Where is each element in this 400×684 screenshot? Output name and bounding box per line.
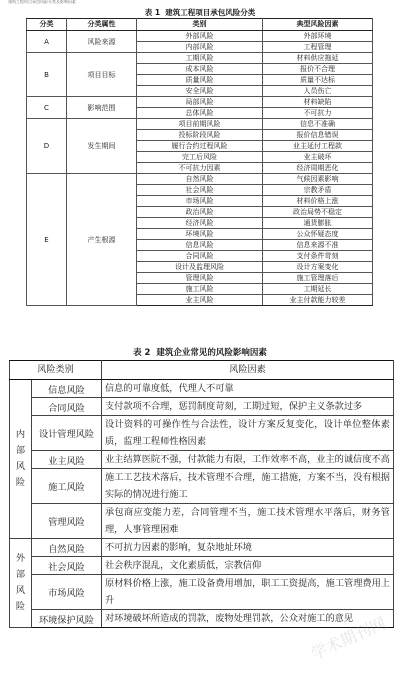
table2-factor-cell: 原材料价格上涨，施工设备费用增加，职工工资提高，施工管理费用上升	[102, 575, 394, 610]
table1-factor-cell: 通货膨胀	[263, 218, 373, 229]
table2-category-char: 风	[15, 461, 26, 472]
table1-factor-cell: 材料供应拖延	[263, 53, 373, 64]
table1-category-cell: 完工后风险	[137, 152, 263, 163]
table2-row	[10, 610, 394, 628]
table1-row	[27, 53, 373, 64]
table1-category-cell: 管理风险	[137, 273, 263, 284]
table2-factor-cell: 信息的可靠度低，代理人不可靠	[102, 380, 394, 398]
table1-attr-cell: 发生期间	[67, 119, 137, 174]
table2-caption-title: 建筑企业常见的风险影响因素	[156, 348, 267, 358]
table2-category-char: 内	[15, 429, 26, 440]
table2-header-cell: 风险类别	[10, 361, 102, 380]
table1-category-cell: 投标阶段风险	[137, 130, 263, 141]
table1-category-cell: 信息风险	[137, 240, 263, 251]
table2-risk-cell: 合同风险	[32, 398, 102, 416]
watermark: 学术期刊网	[307, 613, 389, 664]
table2-risk-cell: 管理风险	[32, 504, 102, 539]
table2-risk-cell: 施工风险	[32, 469, 102, 504]
table2-row	[10, 416, 394, 451]
table1-attr-cell: 产生根源	[67, 174, 137, 306]
table1-category-cell: 设计及监理风险	[137, 262, 263, 273]
table2-row	[10, 557, 394, 575]
table1-factor-cell: 信息来源不准	[263, 240, 373, 251]
table2-factor-cell: 施工工艺技术落后，技术管理不合理，施工措施，方案不当，没有根据实际的情况进行施工	[102, 469, 394, 504]
table1-code-cell: E	[27, 174, 67, 306]
table2-caption	[0, 346, 400, 358]
table1-category-cell: 施工风险	[137, 284, 263, 295]
table2-row	[10, 469, 394, 504]
table1-factor-cell: 报价信息错误	[263, 130, 373, 141]
table1-factor-cell: 政治局势不稳定	[263, 207, 373, 218]
table1-caption-no: 表 1	[144, 8, 161, 17]
table1-factor-cell: 外部环境	[263, 31, 373, 42]
table2-category-char: 风	[15, 585, 26, 596]
table1-category-cell: 政治风险	[137, 207, 263, 218]
table1-code-cell: A	[27, 31, 67, 53]
table2-category-char: 险	[15, 601, 26, 612]
table2-risk-cell: 自然风险	[32, 539, 102, 557]
header-line: 建筑工程项目承包风险分类及影响因素	[8, 0, 76, 4]
table1-attr-cell: 风险来源	[67, 31, 137, 53]
table1-factor-cell: 业主破坏	[263, 152, 373, 163]
table1-factor-cell: 报价不合理	[263, 64, 373, 75]
table1-factor-cell: 业主付款能力较差	[263, 295, 373, 306]
table1-category-cell: 社会风险	[137, 185, 263, 196]
table1-header-cell: 典型风险因素	[263, 19, 373, 31]
table1-factor-cell: 信息不准确	[263, 119, 373, 130]
table1-category-cell: 工期风险	[137, 53, 263, 64]
table1-factor-cell: 宗教矛盾	[263, 185, 373, 196]
table1-factor-cell: 工程管理	[263, 42, 373, 53]
table2-row	[10, 539, 394, 557]
table1-factor-cell: 人员伤亡	[263, 86, 373, 97]
table2-body	[10, 380, 394, 628]
table1-category-cell: 局部风险	[137, 97, 263, 108]
table2-row	[10, 398, 394, 416]
table1	[26, 18, 373, 306]
table1-attr-cell: 项目目标	[67, 53, 137, 97]
table2-row	[10, 504, 394, 539]
table2-category-char: 险	[15, 477, 26, 488]
table2-row	[10, 451, 394, 469]
table1-category-cell: 质量风险	[137, 75, 263, 86]
table1-attr-cell: 影响范围	[67, 97, 137, 119]
table1-category-cell: 成本风险	[137, 64, 263, 75]
table1-header-cell: 分类	[27, 19, 67, 31]
table2-category-char: 部	[15, 445, 26, 456]
table2-factor-cell: 支付款项不合理，惩罚制度苛刻，工期过短，保护主义条款过多	[102, 398, 394, 416]
table1-factor-cell: 材料价格上涨	[263, 196, 373, 207]
table2-row	[10, 380, 394, 398]
table1-factor-cell: 不可抗力	[263, 108, 373, 119]
table2-category-char: 部	[15, 569, 26, 580]
table1-factor-cell: 设计方案变化	[263, 262, 373, 273]
table1-factor-cell: 质量不达标	[263, 75, 373, 86]
table1-header-cell: 类别	[137, 19, 263, 31]
table2-category-char: 外	[15, 553, 26, 564]
table2	[9, 360, 394, 628]
table2-factor-cell: 社会秩序混乱，文化素质低，宗教信仰	[102, 557, 394, 575]
table2-category-cell	[10, 539, 32, 628]
table2-factor-cell: 承包商应变能力差，合同管理不当，施工技术管理水平落后，财务管理，人事管理困难	[102, 504, 394, 539]
table1-body	[27, 31, 373, 306]
table1-factor-cell: 经济周期恶化	[263, 163, 373, 174]
table1-row	[27, 174, 373, 185]
table1-factor-cell: 公众怀疑态度	[263, 229, 373, 240]
table1-category-cell: 合同风险	[137, 251, 263, 262]
table1-header-cell: 分类属性	[67, 19, 137, 31]
table1-factor-cell: 气候因素影响	[263, 174, 373, 185]
table1-category-cell: 项目前期风险	[137, 119, 263, 130]
table2-factor-cell: 设计资料的可操作性与合法性，设计方案反复变化，设计单位整体素质，监理工程师性格因素	[102, 416, 394, 451]
table2-factor-cell: 业主结算医院不强，付款能力有限，工作效率不高，业主的诚信度不高	[102, 451, 394, 469]
table2-header-row	[10, 361, 394, 380]
table1-category-cell: 市场风险	[137, 196, 263, 207]
table1-factor-cell: 施工管理落后	[263, 273, 373, 284]
table1-row	[27, 97, 373, 108]
table1-category-cell: 自然风险	[137, 174, 263, 185]
table2-header-cell: 风险因素	[102, 361, 394, 380]
table1-row	[27, 119, 373, 130]
table1-code-cell: D	[27, 119, 67, 174]
table1-caption-title: 建筑工程项目承包风险分类	[165, 8, 256, 17]
table1-category-cell: 总体风险	[137, 108, 263, 119]
table2-caption-no: 表 2	[133, 348, 151, 358]
table1-category-cell: 履行合约过程风险	[137, 141, 263, 152]
table1-category-cell: 安全风险	[137, 86, 263, 97]
table1-category-cell: 内部风险	[137, 42, 263, 53]
table2-category-cell	[10, 380, 32, 539]
table2-risk-cell: 业主风险	[32, 451, 102, 469]
table2-factor-cell: 对环境破坏所造成的罚款，废物处理罚款，公众对施工的意见	[102, 610, 394, 628]
table1-factor-cell: 业主延付工程款	[263, 141, 373, 152]
table2-risk-cell: 市场风险	[32, 575, 102, 610]
table1-factor-cell: 材料缺陷	[263, 97, 373, 108]
table2-risk-cell: 社会风险	[32, 557, 102, 575]
table1-row	[27, 31, 373, 42]
table2-factor-cell: 不可抗力因素的影响，复杂地址环境	[102, 539, 394, 557]
table1-code-cell: B	[27, 53, 67, 97]
table1-code-cell: C	[27, 97, 67, 119]
table1-caption	[0, 7, 400, 18]
table1-category-cell: 经济风险	[137, 218, 263, 229]
table2-risk-cell: 环境保护风险	[32, 610, 102, 628]
table1-factor-cell: 支付条件苛刻	[263, 251, 373, 262]
table1-category-cell: 环境风险	[137, 229, 263, 240]
table1-category-cell: 不可抗力因素	[137, 163, 263, 174]
table2-row	[10, 575, 394, 610]
table1-factor-cell: 工期延长	[263, 284, 373, 295]
table1-header-row	[27, 19, 373, 31]
table2-risk-cell: 设计管理风险	[32, 416, 102, 451]
table2-risk-cell: 信息风险	[32, 380, 102, 398]
table1-category-cell: 业主风险	[137, 295, 263, 306]
table1-category-cell: 外部风险	[137, 31, 263, 42]
